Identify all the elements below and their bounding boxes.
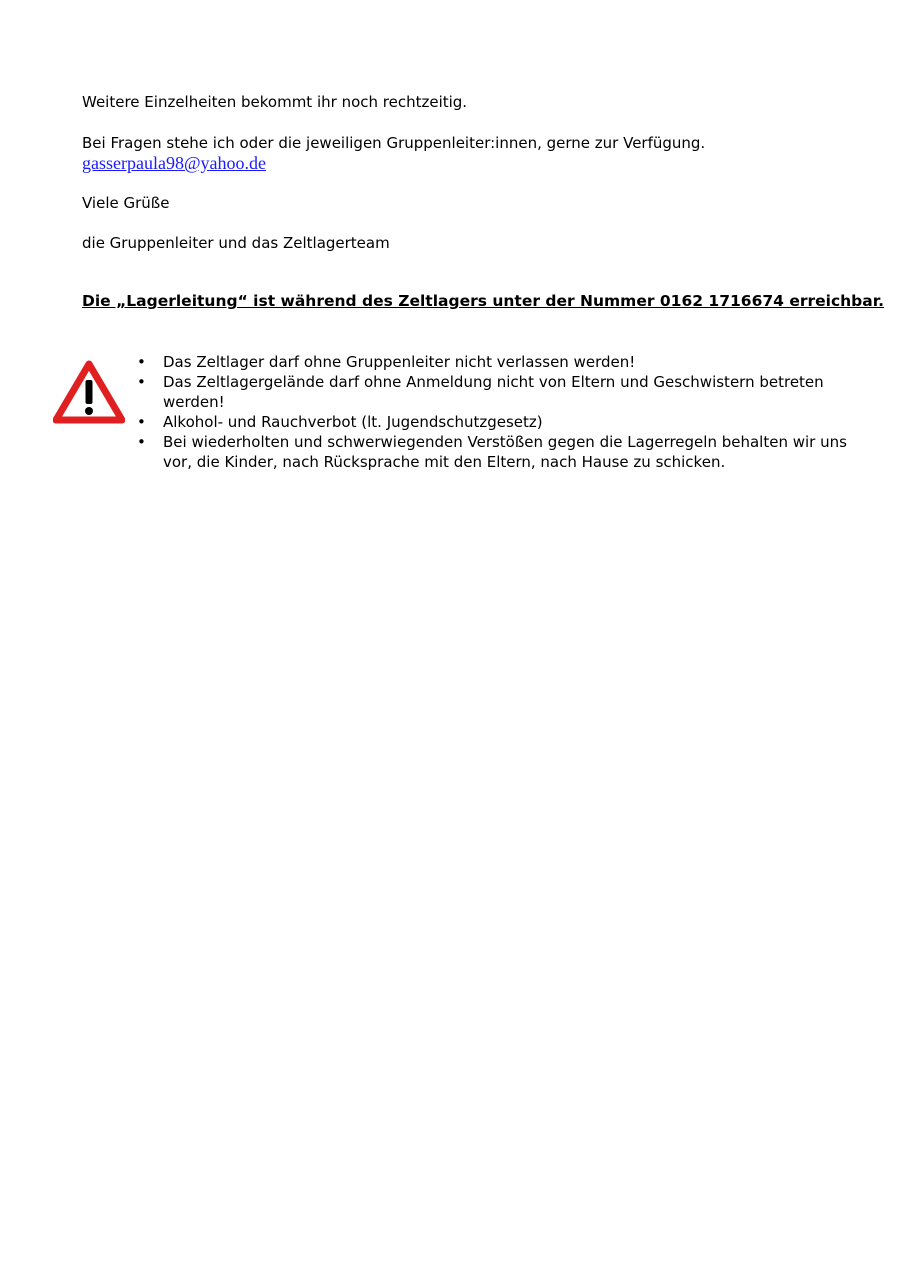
- signature: die Gruppenleiter und das Zeltlagerteam: [82, 234, 390, 252]
- greeting: Viele Grüße: [82, 194, 170, 212]
- rule-text: Das Zeltlagergelände darf ohne Anmeldung nicht von Eltern und Geschwistern betreten werden!: [163, 373, 824, 411]
- rule-text: Alkohol- und Rauchverbot (lt. Jugendschutzgesetz): [163, 413, 543, 431]
- warning-triangle-icon: [53, 360, 125, 424]
- rules-list: [137, 352, 877, 472]
- list-item: [137, 432, 877, 472]
- bullet: •: [137, 413, 146, 431]
- email-link[interactable]: gasserpaula98@yahoo.de: [82, 153, 267, 173]
- bullet: •: [137, 373, 146, 391]
- contact-notice: Die „Lagerleitung“ ist während des Zeltlagers unter der Nummer 0162 1716674 erreichbar.: [82, 292, 885, 310]
- bullet: •: [137, 433, 146, 451]
- list-item: [137, 352, 877, 372]
- list-item: [137, 372, 877, 412]
- questions-paragraph: Bei Fragen stehe ich oder die jeweiligen Gruppenleiter:innen, gerne zur Verfügung.: [82, 134, 706, 152]
- list-item: [137, 412, 877, 432]
- bullet: •: [137, 353, 146, 371]
- rule-text: Das Zeltlager darf ohne Gruppenleiter nicht verlassen werden!: [163, 353, 636, 371]
- details-paragraph: Weitere Einzelheiten bekommt ihr noch rechtzeitig.: [82, 93, 468, 111]
- rule-text: Bei wiederholten und schwerwiegenden Verstößen gegen die Lagerregeln behalten wir uns vor, die Kinder, nach Rücksprache mit den Eltern, nach Hause zu schicken.: [163, 433, 847, 471]
